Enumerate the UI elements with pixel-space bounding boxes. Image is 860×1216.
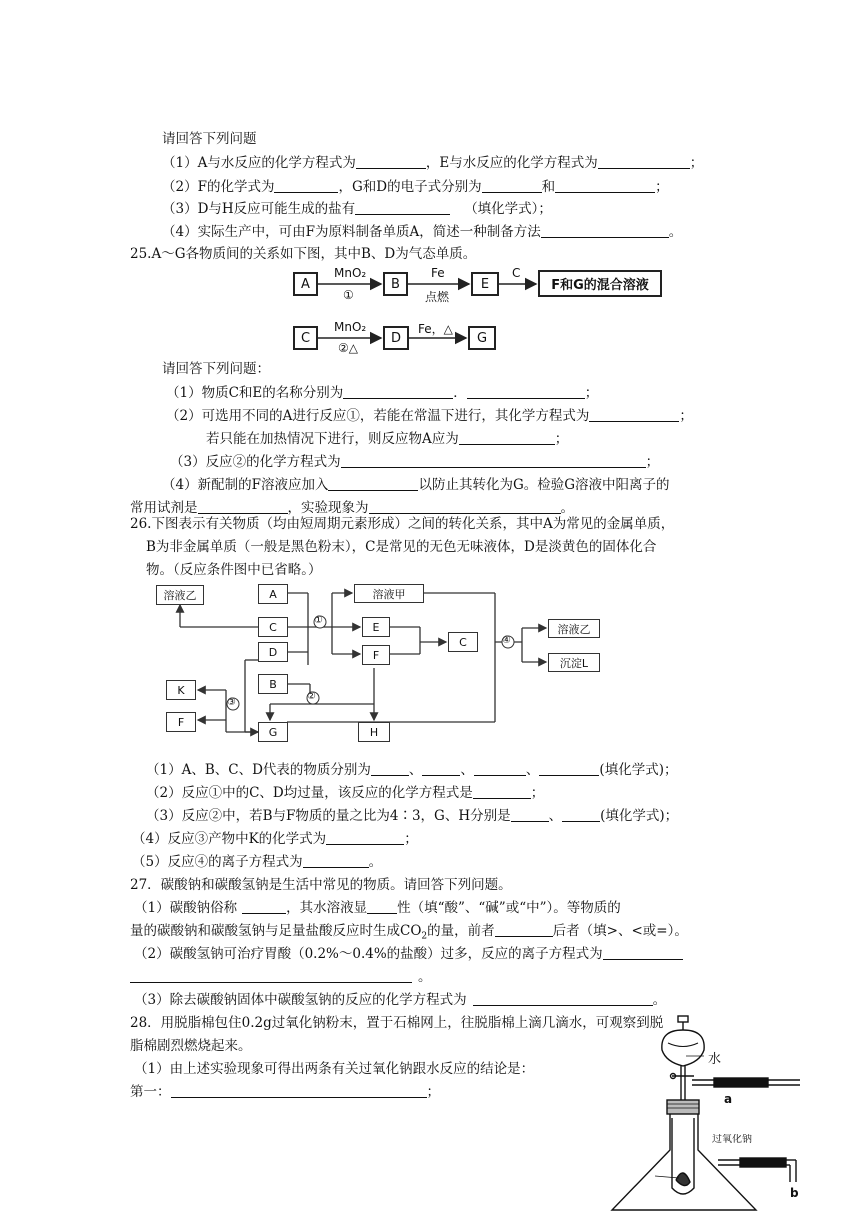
q25-l1a: （1）物质C和E的名称分别为 (166, 385, 344, 401)
q24-l1c: ； (689, 155, 704, 171)
q25-cat2: MnO₂ (334, 320, 367, 334)
q24-l1a: （1）A与水反应的化学方程式为 (162, 155, 356, 171)
q24-l3a: （3）D与H反应可能生成的盐有 (162, 201, 356, 217)
q28-label-b: b (790, 1186, 799, 1200)
q25-l4e: 。 (560, 500, 574, 516)
q26-l4a: （4）反应③产物中K的化学式为 (132, 831, 327, 847)
q25-l2c: 若只能在加热情况下进行，则反应物A应为 (206, 431, 459, 447)
q25-box-FG: F和G的混合溶液 (538, 270, 662, 297)
q25-stem: 25.A～G各物质间的关系如下图，其中B、D为气态单质。 (130, 246, 477, 262)
q27-l2b: 的量，前者 (427, 923, 495, 939)
q26-sep: 、 (460, 762, 474, 778)
q26-stem3: 物。（反应条件图中已省略。） (146, 562, 322, 578)
q25-box-A: A (293, 272, 318, 296)
q26-box-E: E (362, 617, 390, 637)
q27-l2sub: 2 (421, 931, 428, 942)
q27-l2c: 后者（填>、<或=）。 (552, 923, 688, 939)
q26-box-F1: F (166, 712, 196, 732)
q25-fe1: Fe (431, 266, 445, 280)
q24-l2a: （2）F的化学式为 (162, 179, 275, 195)
q24-l2b: ，G和D的电子式分别为 (338, 179, 482, 195)
q24-l2d: ； (655, 179, 669, 195)
q25-c-arrow: C (512, 266, 521, 280)
q25-box-D: D (383, 326, 409, 350)
q26-box-yi2: 溶液乙 (548, 619, 600, 638)
q26-l3b: (填化学式)； (600, 808, 679, 824)
q25-l1b: ． (453, 385, 467, 401)
q26-l5a: （5）反应④的离子方程式为 (132, 854, 303, 870)
q25-l2b: ； (679, 408, 693, 424)
q26-box-A: A (258, 584, 288, 604)
q26-stem1: 26.下图表示有关物质（均由短周期元素形成）之间的转化关系，其中A为常见的金属单质， (130, 516, 675, 532)
q26-box-yi1: 溶液乙 (156, 585, 204, 605)
q28-label-na2o2: 过氧化钠 (712, 1134, 752, 1145)
q26-l4b: ； (404, 831, 418, 847)
q26-box-H: H (358, 722, 390, 742)
q26-l1b: (填化学式)； (599, 762, 678, 778)
q27-l1b: ，其水溶液显 (286, 900, 368, 916)
q24-l3b: （填化学式）； (464, 201, 552, 217)
q26-stem2: B为非金属单质（一般是黑色粉末），C是常见的无色无味液体，D是淡黄色的固体化合 (146, 539, 657, 555)
q25-cat1: MnO₂ (334, 266, 367, 280)
q26-box-C: C (258, 617, 288, 637)
q27-l2a: 量的碳酸钠和碳酸氢钠与足量盐酸反应时生成CO (130, 923, 422, 939)
q25-l4d: ，实验现象为 (287, 500, 369, 516)
q25-l4b: 以防止其转化为G。检验G溶液中阳离子的 (418, 477, 670, 493)
q24-l4a: （4）实际生产中，可由F为原料制备单质A，简述一种制备方法 (162, 224, 541, 240)
q25-n1: ① (343, 288, 354, 302)
q27-l1c: 性（填“酸”、“碱”或“中”）。等物质的 (397, 900, 621, 916)
q26-box-G: G (258, 722, 288, 742)
q28-l2: 第一： (130, 1084, 171, 1100)
q26-box-F2: F (362, 645, 390, 665)
q25-box-C: C (293, 326, 318, 350)
q26-l2a: （2）反应①中的C、D均过量，该反应的化学方程式是 (146, 785, 473, 801)
q28-label-water: 水 (708, 1052, 722, 1067)
q25-l2a: （2）可选用不同的A进行反应①，若能在常温下进行，其化学方程式为 (166, 408, 590, 424)
q26-l3a: （3）反应②中，若B与F物质的量之比为4∶3，G、H分别是 (146, 808, 511, 824)
q28-l2b: ； (426, 1084, 440, 1100)
q26-sep: 、 (525, 762, 540, 778)
q26-sep: 、 (408, 762, 423, 778)
q25-box-E: E (471, 272, 499, 296)
q25-l2d: ； (554, 431, 569, 447)
q26-box-K: K (166, 680, 196, 700)
q25-ignite: 点燃 (425, 290, 450, 304)
q26-n4: ④ (502, 635, 511, 646)
q27-l4: 。 (418, 969, 432, 985)
q24-intro: 请回答下列问题 (162, 131, 257, 147)
q27-stem: 27．碳酸钠和碳酸氢钠是生活中常见的物质。请回答下列问题。 (130, 877, 512, 893)
q25-l3a: （3）反应②的化学方程式为 (170, 454, 341, 470)
q25-fe2: Fe，△ (418, 322, 453, 336)
q28-label-a: a (724, 1092, 733, 1106)
q26-l1a: （1）A、B、C、D代表的物质分别为 (146, 762, 371, 778)
q27-l3a: （2）碳酸氢钠可治疗胃酸（0.2%～0.4%的盐酸）过多，反应的离子方程式为 (134, 946, 603, 962)
q24-l2c: 和 (541, 179, 556, 195)
q26-l5b: 。 (368, 854, 383, 870)
q27-l1a: （1）碳酸钠俗称 (134, 900, 238, 916)
q25-l1c: ； (584, 385, 599, 401)
q27-l5b: 。 (652, 992, 667, 1008)
q25-box-G: G (468, 326, 496, 350)
q26-n2: ② (307, 691, 316, 702)
q28-stem2: 脂棉剧烈燃烧起来。 (130, 1038, 252, 1054)
q24-l4b: 。 (668, 224, 683, 240)
q26-box-D: D (258, 642, 288, 662)
q26-box-jia: 溶液甲 (354, 584, 424, 603)
q27-l5a: （3）除去碳酸钠固体中碳酸氢钠的反应的化学方程式为 (134, 992, 467, 1008)
q26-box-L: 沉淀L (548, 653, 600, 672)
q28-stem1: 28．用脱脂棉包住0.2g过氧化钠粉末，置于石棉网上，往脱脂棉上滴几滴水，可观察到脱 (130, 1015, 664, 1031)
q26-n1: ① (314, 615, 323, 626)
q25-box-B: B (383, 272, 408, 296)
q26-sep2: 、 (548, 808, 563, 824)
q26-l2b: ； (530, 785, 545, 801)
q25-l4a: （4）新配制的F溶液应加入 (162, 477, 329, 493)
q25-l3b: ； (645, 454, 660, 470)
q28-l1: （1）由上述实验现象可得出两条有关过氧化钠跟水反应的结论是： (134, 1061, 535, 1077)
q26-n3: ③ (227, 697, 236, 708)
q25-l4c: 常用试剂是 (130, 500, 198, 516)
q24-l1b: ，E与水反应的化学方程式为 (425, 155, 598, 171)
q26-box-C2: C (448, 632, 478, 652)
q25-intro: 请回答下列问题： (162, 361, 270, 377)
q26-box-B: B (258, 674, 288, 694)
q25-n2: ②△ (338, 341, 358, 355)
